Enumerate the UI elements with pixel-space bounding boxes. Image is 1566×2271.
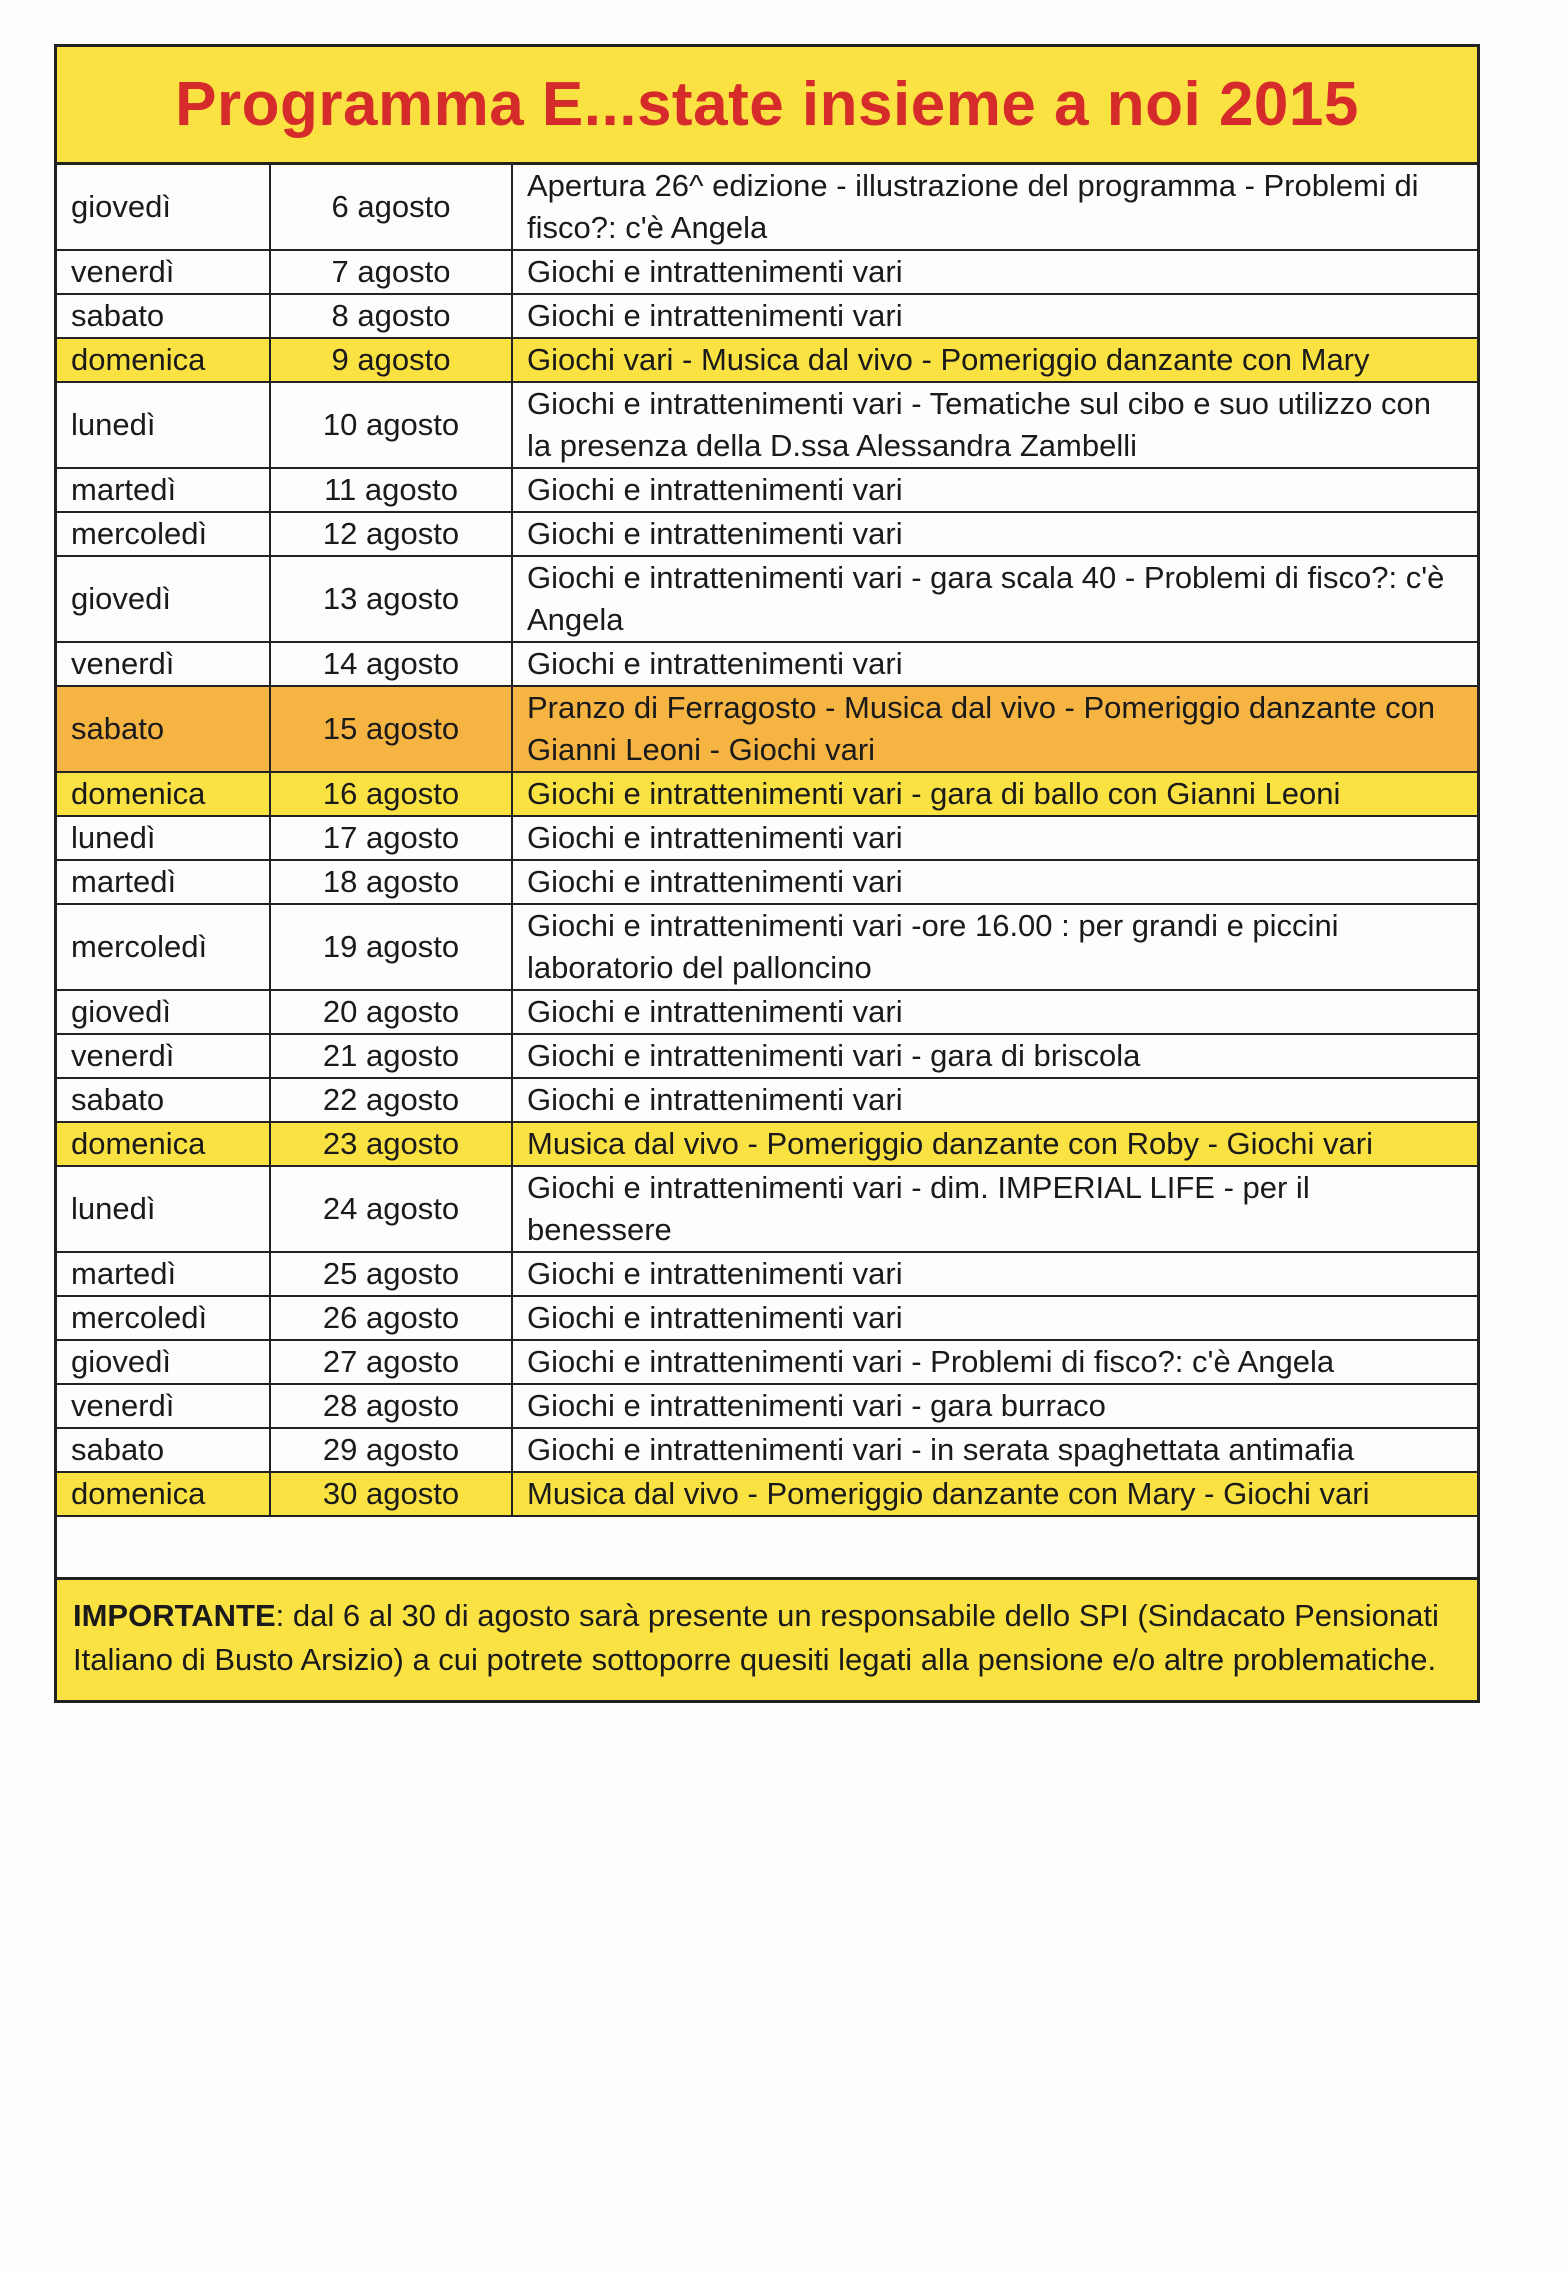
important-note	[57, 1580, 1477, 1700]
row-activity: Giochi e intrattenimenti vari	[512, 294, 1477, 338]
row-activity: Pranzo di Ferragosto - Musica dal vivo - Pomeriggio danzante con Gianni Leoni - Giochi vari	[512, 686, 1477, 772]
row-date: 20 agosto	[270, 990, 512, 1034]
row-date: 18 agosto	[270, 860, 512, 904]
row-date: 23 agosto	[270, 1122, 512, 1166]
row-date: 24 agosto	[270, 1166, 512, 1252]
row-date: 29 agosto	[270, 1428, 512, 1472]
row-activity: Giochi e intrattenimenti vari	[512, 642, 1477, 686]
row-day: domenica	[57, 1472, 270, 1516]
row-date: 10 agosto	[270, 382, 512, 468]
blank-row	[57, 1517, 1477, 1580]
title-banner	[57, 47, 1477, 165]
program-sheet	[54, 44, 1480, 1703]
row-day: domenica	[57, 338, 270, 382]
row-day: mercoledì	[57, 904, 270, 990]
row-activity: Giochi e intrattenimenti vari	[512, 512, 1477, 556]
row-day: giovedì	[57, 556, 270, 642]
schedule-row	[57, 1252, 1477, 1296]
row-activity: Giochi e intrattenimenti vari - gara di ballo con Gianni Leoni	[512, 772, 1477, 816]
schedule-row	[57, 686, 1477, 772]
row-activity: Musica dal vivo - Pomeriggio danzante con Roby - Giochi vari	[512, 1122, 1477, 1166]
schedule-row	[57, 468, 1477, 512]
row-activity: Giochi e intrattenimenti vari	[512, 816, 1477, 860]
row-date: 28 agosto	[270, 1384, 512, 1428]
row-date: 27 agosto	[270, 1340, 512, 1384]
row-activity: Giochi e intrattenimenti vari	[512, 468, 1477, 512]
row-activity: Giochi e intrattenimenti vari - Problemi di fisco?: c'è Angela	[512, 1340, 1477, 1384]
row-activity: Giochi e intrattenimenti vari - gara burraco	[512, 1384, 1477, 1428]
row-date: 14 agosto	[270, 642, 512, 686]
row-day: venerdì	[57, 1384, 270, 1428]
row-day: lunedì	[57, 816, 270, 860]
row-day: domenica	[57, 1122, 270, 1166]
schedule-row	[57, 860, 1477, 904]
row-activity: Apertura 26^ edizione - illustrazione del programma - Problemi di fisco?: c'è Angela	[512, 165, 1477, 250]
note-text: : dal 6 al 30 di agosto sarà presente un responsabile dello SPI (Sindacato Pensionati Italiano di Busto Arsizio) a cui potrete sottoporre quesiti legati alla pensione e/o altre problematiche.	[73, 1598, 1439, 1677]
row-day: lunedì	[57, 382, 270, 468]
schedule-row	[57, 904, 1477, 990]
schedule-table	[57, 165, 1477, 1517]
schedule-row	[57, 990, 1477, 1034]
row-activity: Giochi e intrattenimenti vari	[512, 1078, 1477, 1122]
row-date: 9 agosto	[270, 338, 512, 382]
schedule-row	[57, 1078, 1477, 1122]
row-day: venerdì	[57, 1034, 270, 1078]
row-activity: Giochi vari - Musica dal vivo - Pomeriggio danzante con Mary	[512, 338, 1477, 382]
row-day: mercoledì	[57, 512, 270, 556]
schedule-row	[57, 816, 1477, 860]
schedule-row	[57, 338, 1477, 382]
row-date: 13 agosto	[270, 556, 512, 642]
row-activity: Giochi e intrattenimenti vari	[512, 1252, 1477, 1296]
row-day: giovedì	[57, 1340, 270, 1384]
row-date: 26 agosto	[270, 1296, 512, 1340]
row-date: 6 agosto	[270, 165, 512, 250]
schedule-row	[57, 1296, 1477, 1340]
row-day: sabato	[57, 1428, 270, 1472]
note-label: IMPORTANTE	[73, 1598, 276, 1633]
row-date: 30 agosto	[270, 1472, 512, 1516]
row-date: 17 agosto	[270, 816, 512, 860]
row-activity: Giochi e intrattenimenti vari - gara scala 40 - Problemi di fisco?: c'è Angela	[512, 556, 1477, 642]
row-date: 8 agosto	[270, 294, 512, 338]
row-activity: Giochi e intrattenimenti vari	[512, 860, 1477, 904]
schedule-row	[57, 1428, 1477, 1472]
schedule-row	[57, 1472, 1477, 1516]
row-date: 11 agosto	[270, 468, 512, 512]
schedule-row	[57, 1122, 1477, 1166]
row-date: 7 agosto	[270, 250, 512, 294]
row-day: sabato	[57, 1078, 270, 1122]
row-day: venerdì	[57, 250, 270, 294]
row-activity: Giochi e intrattenimenti vari	[512, 250, 1477, 294]
row-day: sabato	[57, 294, 270, 338]
row-activity: Giochi e intrattenimenti vari -ore 16.00 : per grandi e piccini laboratorio del palloncino	[512, 904, 1477, 990]
schedule-row	[57, 556, 1477, 642]
row-date: 21 agosto	[270, 1034, 512, 1078]
schedule-row	[57, 642, 1477, 686]
schedule-row	[57, 1166, 1477, 1252]
row-date: 22 agosto	[270, 1078, 512, 1122]
row-activity: Giochi e intrattenimenti vari - Tematiche sul cibo e suo utilizzo con la presenza della D.ssa Alessandra Zambelli	[512, 382, 1477, 468]
row-day: martedì	[57, 860, 270, 904]
row-day: martedì	[57, 1252, 270, 1296]
row-activity: Giochi e intrattenimenti vari	[512, 1296, 1477, 1340]
schedule-row	[57, 250, 1477, 294]
row-activity: Musica dal vivo - Pomeriggio danzante con Mary - Giochi vari	[512, 1472, 1477, 1516]
row-date: 19 agosto	[270, 904, 512, 990]
row-date: 15 agosto	[270, 686, 512, 772]
schedule-row	[57, 772, 1477, 816]
schedule-row	[57, 512, 1477, 556]
row-date: 25 agosto	[270, 1252, 512, 1296]
row-activity: Giochi e intrattenimenti vari - in serata spaghettata antimafia	[512, 1428, 1477, 1472]
schedule-row	[57, 1034, 1477, 1078]
row-date: 12 agosto	[270, 512, 512, 556]
row-day: lunedì	[57, 1166, 270, 1252]
schedule-row	[57, 294, 1477, 338]
row-day: mercoledì	[57, 1296, 270, 1340]
row-activity: Giochi e intrattenimenti vari - gara di briscola	[512, 1034, 1477, 1078]
schedule-row	[57, 1340, 1477, 1384]
row-activity: Giochi e intrattenimenti vari - dim. IMPERIAL LIFE - per il benessere	[512, 1166, 1477, 1252]
page-title: Programma E...state insieme a noi 2015	[175, 70, 1359, 139]
row-day: domenica	[57, 772, 270, 816]
row-activity: Giochi e intrattenimenti vari	[512, 990, 1477, 1034]
row-day: venerdì	[57, 642, 270, 686]
schedule-row	[57, 165, 1477, 250]
row-date: 16 agosto	[270, 772, 512, 816]
schedule-row	[57, 1384, 1477, 1428]
row-day: martedì	[57, 468, 270, 512]
row-day: sabato	[57, 686, 270, 772]
row-day: giovedì	[57, 165, 270, 250]
row-day: giovedì	[57, 990, 270, 1034]
schedule-row	[57, 382, 1477, 468]
